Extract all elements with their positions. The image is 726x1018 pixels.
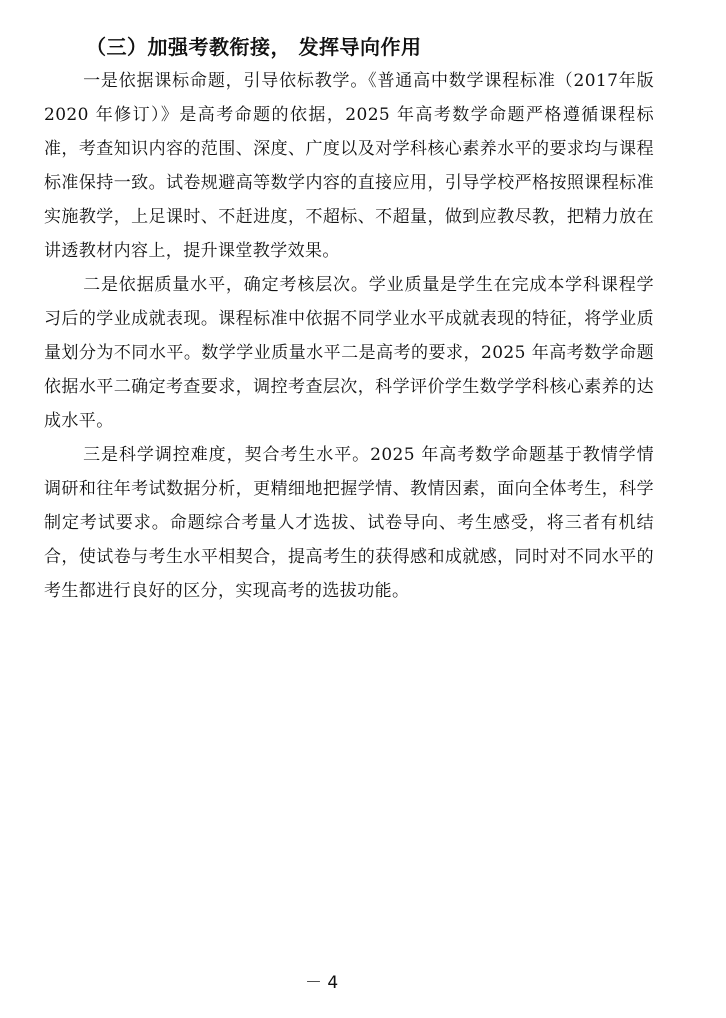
paragraph-3: 三是科学调控难度，契合考生水平。2025 年高考数学命题基于教情学情调研和往年考试数据分析，更精细地把握学情、教情因素，面向全体考生，科学制定考试要求。命题综合考量人才选拔、试卷导向、考生感受，将三者有机结合，使试卷与考生水平相契合，提高考生的获得感和成就感，同时对不同水平的考生都进行良好的区分，实现高考的选拔功能。 bbox=[44, 445, 654, 601]
paragraph-2: 二是依据质量水平，确定考核层次。学业质量是学生在完成本学科课程学习后的学业成就表现。课程标准中依据不同学业水平成就表现的特征，将学业质量划分为不同水平。数学学业质量水平二是高考的要求，2025 年高考数学命题依据水平二确定考查要求，调控考查层次，科学评价学生数学学科核心素养的达成水平。 bbox=[44, 275, 654, 431]
section-heading: （三）加强考教衔接， 发挥导向作用 bbox=[86, 35, 422, 59]
page-number: － 4 bbox=[305, 973, 339, 993]
paragraph-1: 一是依据课标命题，引导依标教学。《普通高中数学课程标准（2017年版 2020 年修订）》是高考命题的依据，2025 年高考数学命题严格遵循课程标准，考查知识内容的范围、深度、广度以及对学科核心素养水平的要求均与课程标准保持一致。试卷规避高等数学内容的直接应用，引导学校严格按照课程标准实施教学，上足课时、不赶进度，不超标、不超量，做到应教尽教，把精力放在讲透教材内容上，提升课堂教学效果。 bbox=[44, 71, 654, 261]
body-text bbox=[44, 64, 654, 608]
